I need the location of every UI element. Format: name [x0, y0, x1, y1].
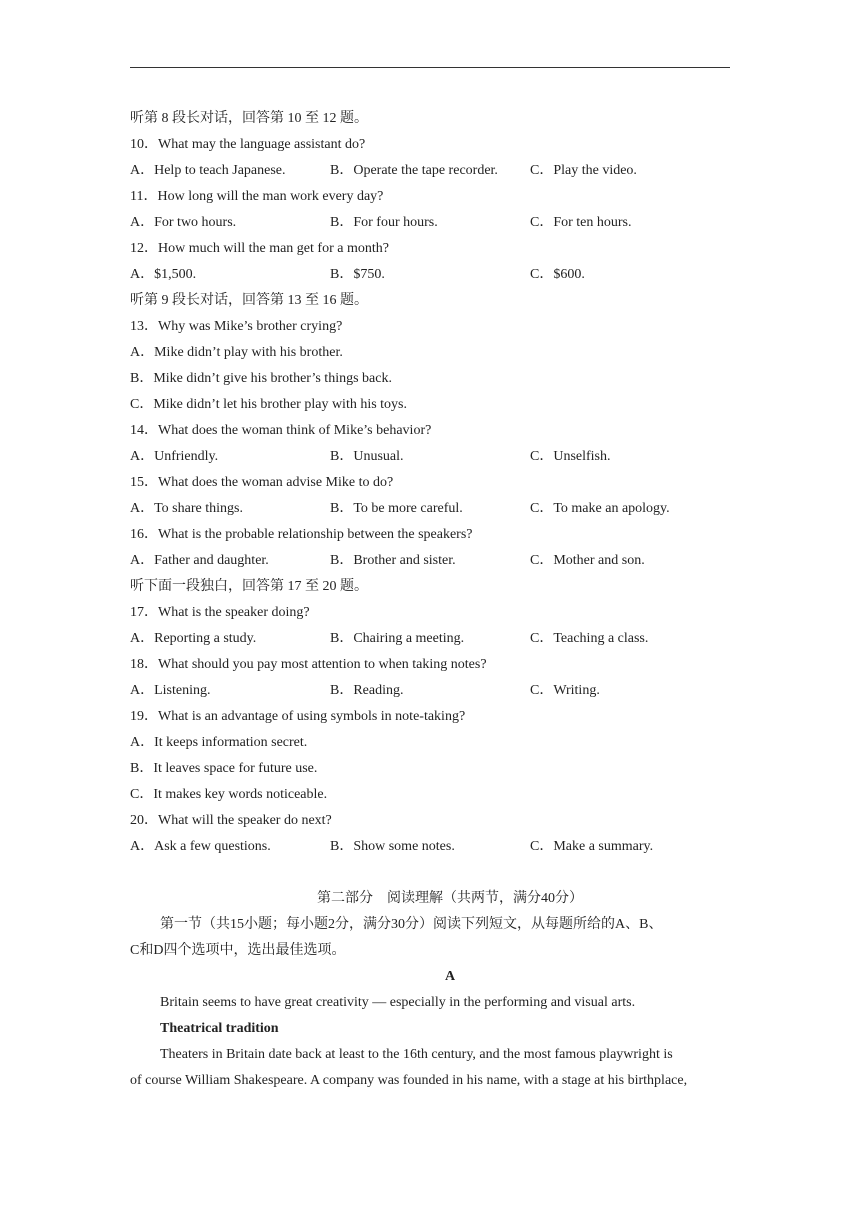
- spacer: [130, 860, 740, 886]
- section-one-instructions-line-2: C和D四个选项中，选出最佳选项。: [130, 943, 346, 958]
- passage-paragraph-line-1: Theaters in Britain date back at least to the 16th century, and the most famous playwright is: [160, 1047, 673, 1062]
- option-b: B．Operate the tape recorder.: [330, 163, 498, 178]
- option-b: B．Brother and sister.: [330, 553, 456, 568]
- option-b: B．To be more careful.: [330, 501, 463, 516]
- option-c: C．To make an apology.: [530, 501, 670, 516]
- question-13-option-a: A．Mike didn’t play with his brother.: [130, 345, 343, 360]
- conversation-8-heading: 听第 8 段长对话，回答第 10 至 12 题。: [130, 111, 368, 126]
- option-a: A．Help to teach Japanese.: [130, 163, 286, 178]
- option-a: A．$1,500.: [130, 267, 197, 282]
- part-two-title: 第二部分 阅读理解（共两节，满分40分）: [317, 891, 583, 906]
- question-11: 11．How long will the man work every day?: [130, 189, 384, 204]
- question-19: 19．What is an advantage of using symbols in note-taking?: [130, 709, 466, 724]
- option-a: A．Listening.: [130, 683, 211, 698]
- option-c: C．Teaching a class.: [530, 631, 649, 646]
- question-10: 10．What may the language assistant do?: [130, 137, 366, 152]
- question-18-options: [130, 678, 740, 704]
- option-a: A．Father and daughter.: [130, 553, 269, 568]
- question-20: 20．What will the speaker do next?: [130, 813, 332, 828]
- question-13-option-b: B．Mike didn’t give his brother’s things back.: [130, 371, 392, 386]
- question-10-options: [130, 158, 740, 184]
- option-c: C．Mother and son.: [530, 553, 645, 568]
- option-b: B．$750.: [330, 267, 385, 282]
- option-b: B．Show some notes.: [330, 839, 455, 854]
- question-12-options: [130, 262, 740, 288]
- passage-paragraph-line-2: of course William Shakespeare. A company was founded in his name, with a stage at his birthplace,: [130, 1073, 688, 1088]
- monologue-heading: 听下面一段独白，回答第 17 至 20 题。: [130, 579, 368, 594]
- option-c: C．Unselfish.: [530, 449, 611, 464]
- document-body: [130, 106, 740, 1094]
- question-19-option-b: B．It leaves space for future use.: [130, 761, 318, 776]
- question-15: 15．What does the woman advise Mike to do?: [130, 475, 394, 490]
- question-12: 12．How much will the man get for a month?: [130, 241, 389, 256]
- question-17: 17．What is the speaker doing?: [130, 605, 310, 620]
- section-one-instructions-line-1: 第一节（共15小题；每小题2分，满分30分）阅读下列短文，从每题所给的A、B、: [160, 917, 663, 932]
- question-14-options: [130, 444, 740, 470]
- option-c: C．Make a summary.: [530, 839, 654, 854]
- option-b: B．Unusual.: [330, 449, 404, 464]
- option-b: B．Chairing a meeting.: [330, 631, 465, 646]
- question-15-options: [130, 496, 740, 522]
- question-13: 13．Why was Mike’s brother crying?: [130, 319, 343, 334]
- question-17-options: [130, 626, 740, 652]
- question-20-options: [130, 834, 740, 860]
- question-11-options: [130, 210, 740, 236]
- question-16: 16．What is the probable relationship between the speakers?: [130, 527, 473, 542]
- option-a: A．Reporting a study.: [130, 631, 257, 646]
- option-a: A．To share things.: [130, 501, 243, 516]
- question-19-option-c: C．It makes key words noticeable.: [130, 787, 328, 802]
- question-13-option-c: C．Mike didn’t let his brother play with his toys.: [130, 397, 408, 412]
- question-16-options: [130, 548, 740, 574]
- option-a: A．Unfriendly.: [130, 449, 219, 464]
- conversation-9-heading: 听第 9 段长对话，回答第 13 至 16 题。: [130, 293, 368, 308]
- passage-subheading: Theatrical tradition: [160, 1021, 279, 1036]
- option-a: A．Ask a few questions.: [130, 839, 271, 854]
- passage-label: A: [444, 969, 456, 984]
- option-c: C．Play the video.: [530, 163, 637, 178]
- option-b: B．Reading.: [330, 683, 404, 698]
- header-rule: [130, 67, 730, 68]
- passage-intro: Britain seems to have great creativity — especially in the performing and visual arts.: [160, 995, 636, 1010]
- question-19-option-a: A．It keeps information secret.: [130, 735, 308, 750]
- question-14: 14．What does the woman think of Mike’s behavior?: [130, 423, 432, 438]
- option-c: C．Writing.: [530, 683, 600, 698]
- option-c: C．For ten hours.: [530, 215, 632, 230]
- option-b: B．For four hours.: [330, 215, 438, 230]
- question-18: 18．What should you pay most attention to when taking notes?: [130, 657, 487, 672]
- option-c: C．$600.: [530, 267, 585, 282]
- option-a: A．For two hours.: [130, 215, 237, 230]
